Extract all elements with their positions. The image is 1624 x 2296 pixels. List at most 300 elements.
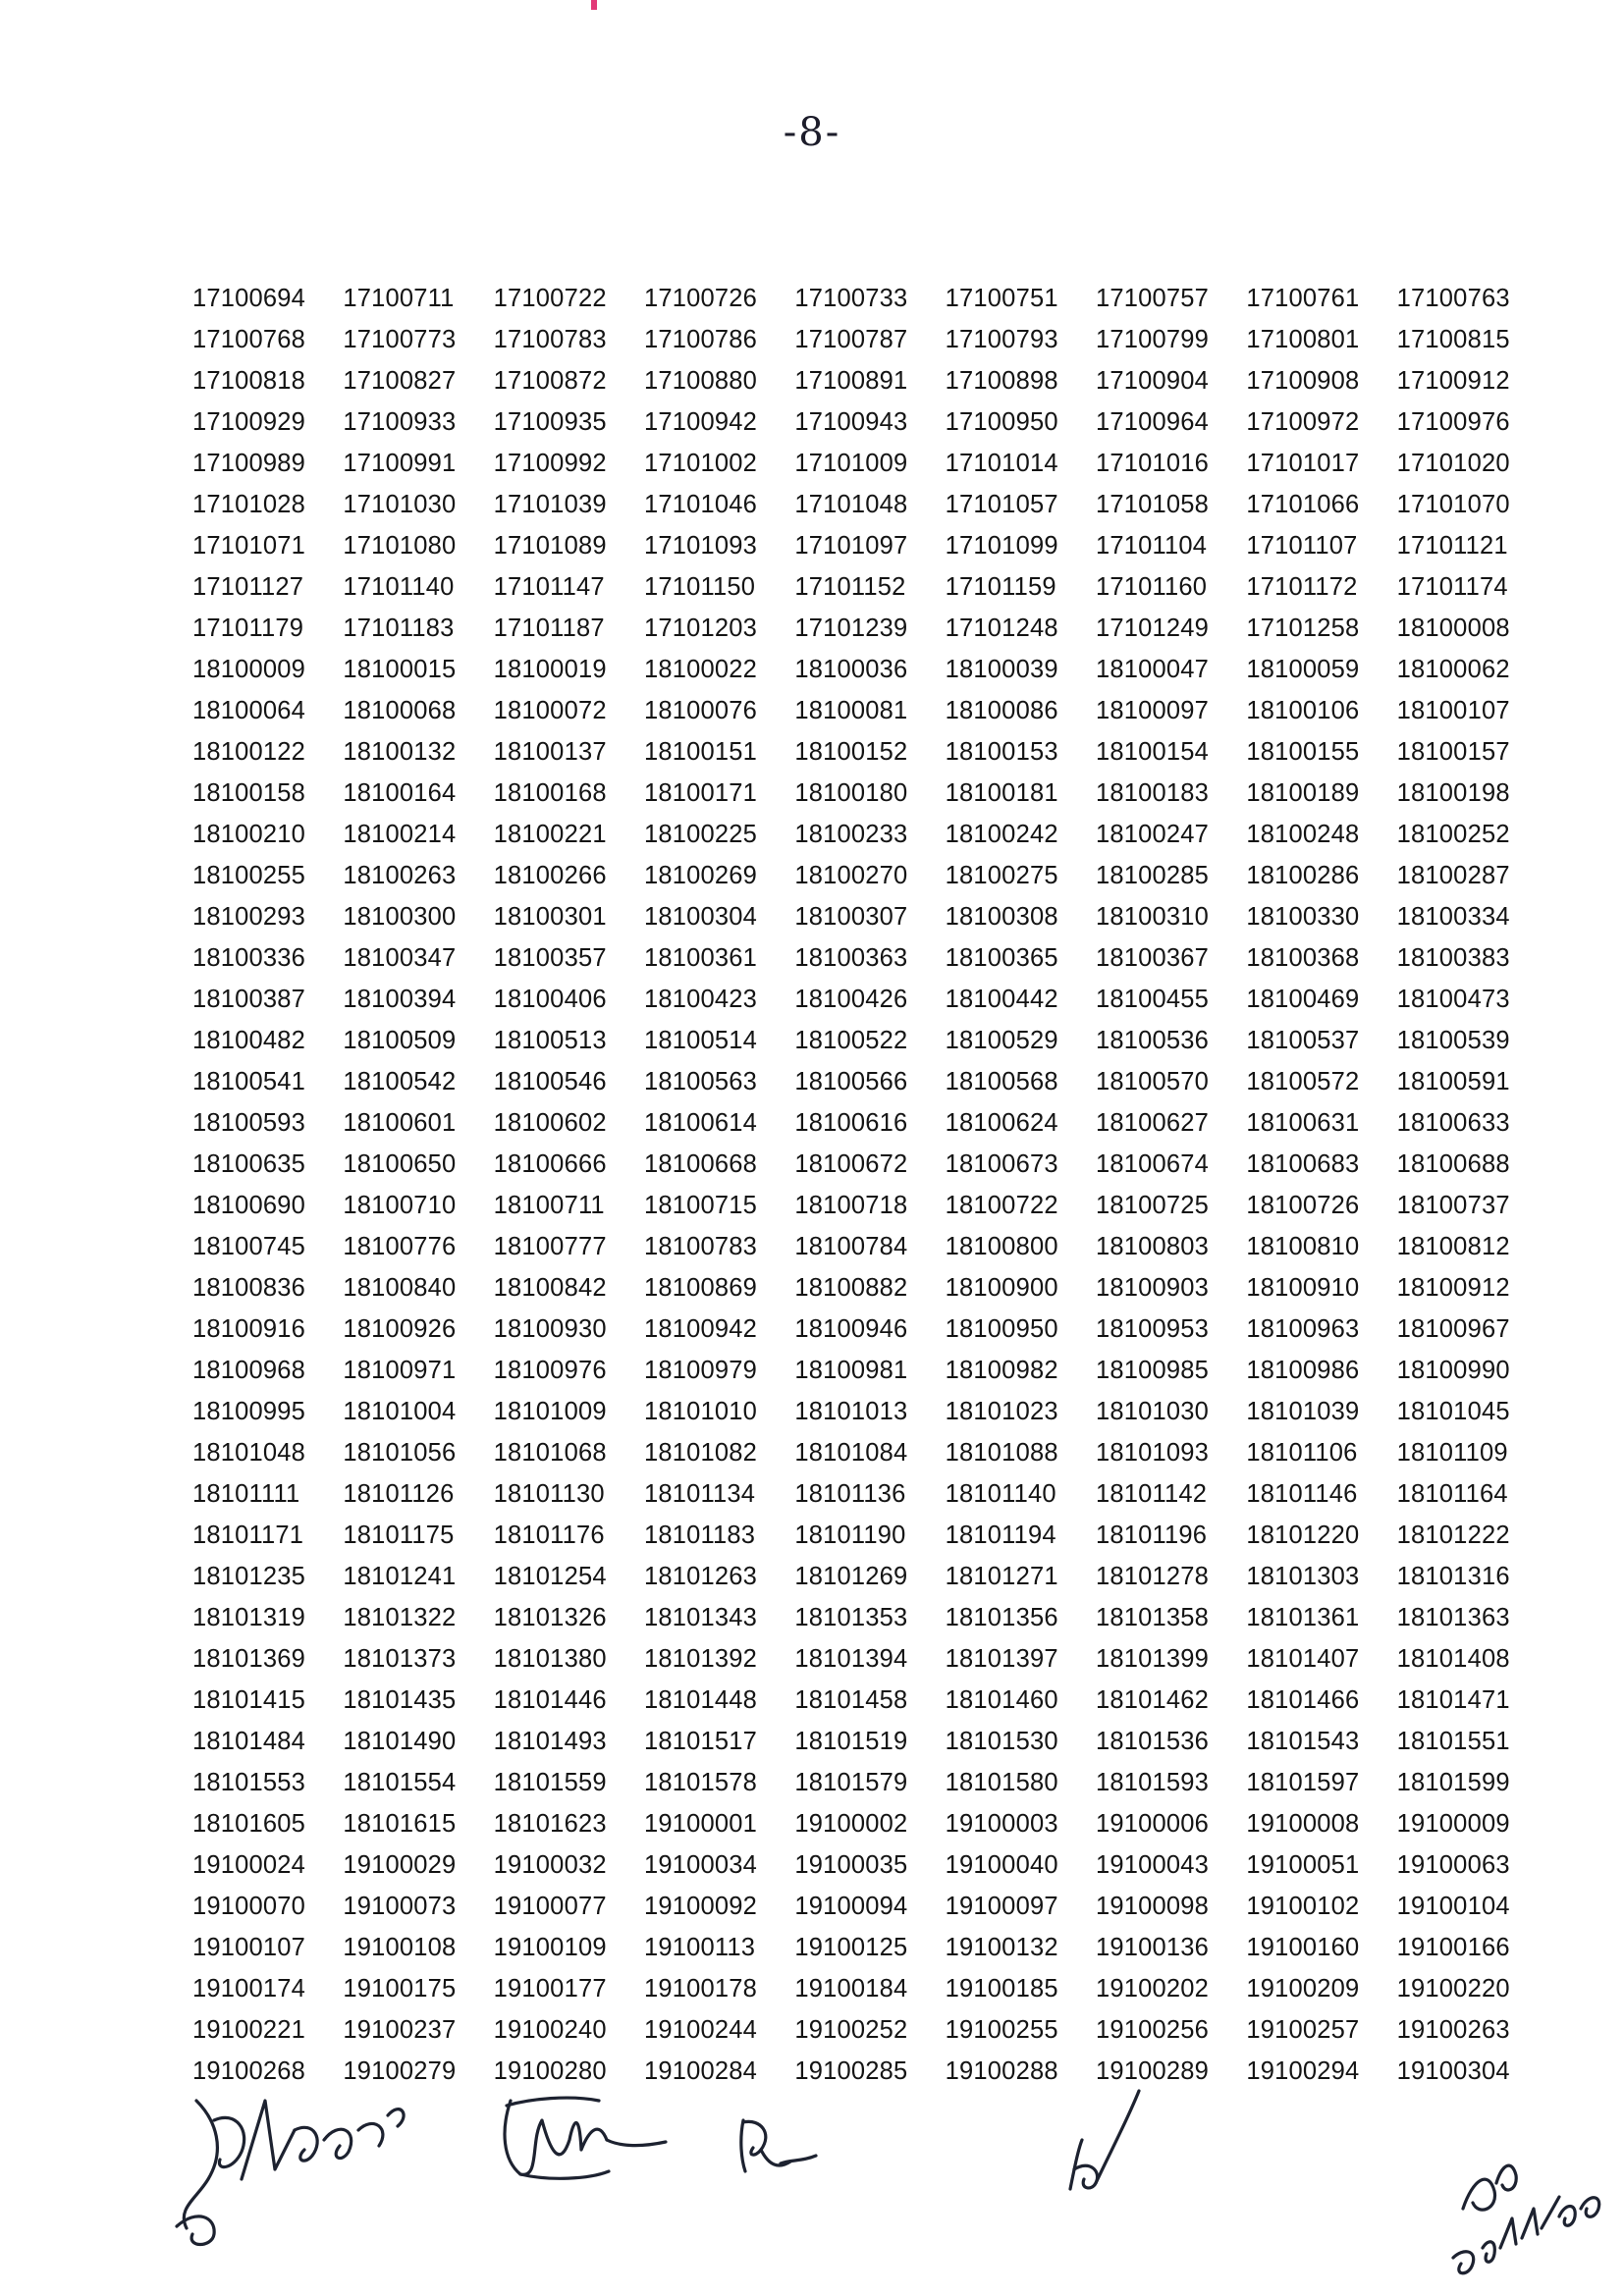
roll-number-cell: 19100268 (192, 2057, 306, 2085)
roll-number-cell: 17100976 (1396, 408, 1510, 436)
roll-number-cell: 18100293 (192, 903, 306, 931)
roll-number-cell: 18101551 (1396, 1728, 1510, 1755)
roll-number-cell: 17100733 (794, 285, 908, 312)
roll-number-cell: 19100094 (794, 1893, 908, 1920)
roll-number-cell: 18100803 (1095, 1233, 1210, 1260)
roll-number-cell: 17101160 (1095, 573, 1208, 601)
roll-number-cell: 18101109 (1396, 1439, 1508, 1467)
roll-number-cell: 18100963 (1246, 1315, 1360, 1343)
roll-number-cell: 18100225 (643, 821, 758, 848)
roll-number-cell: 18101322 (343, 1604, 457, 1631)
signature-2 (491, 2081, 677, 2199)
roll-number-cell: 18100442 (945, 986, 1058, 1013)
roll-number-cell: 18100563 (643, 1068, 758, 1095)
roll-number-cell: 18101326 (493, 1604, 607, 1631)
roll-number-cell: 18100152 (794, 738, 908, 766)
roll-number-cell: 18100363 (794, 944, 908, 972)
page-number: -8- (783, 110, 841, 155)
roll-number-cell: 18100132 (343, 738, 457, 766)
roll-number-cell: 18100976 (493, 1357, 607, 1384)
roll-number-cell: 18100308 (945, 903, 1058, 931)
roll-number-cell: 18100572 (1246, 1068, 1360, 1095)
roll-number-cell: 18100214 (343, 821, 457, 848)
roll-number-cell: 19100209 (1246, 1975, 1360, 2002)
roll-number-cell: 18100942 (643, 1315, 758, 1343)
roll-number-cell: 18101111 (192, 1480, 300, 1508)
roll-number-cell: 19100035 (794, 1851, 908, 1879)
roll-number-cell: 19100002 (794, 1810, 908, 1838)
roll-number-cell: 19100175 (343, 1975, 457, 2002)
roll-number-cell: 18101146 (1246, 1480, 1358, 1508)
roll-number-cell: 17101147 (493, 573, 605, 601)
roll-number-cell: 18100842 (493, 1274, 607, 1302)
roll-number-cell: 17101039 (493, 491, 607, 518)
roll-number-cell: 18100394 (343, 986, 457, 1013)
roll-number-cell: 18100672 (794, 1150, 908, 1178)
roll-number-cell: 17100773 (343, 326, 457, 353)
roll-number-cell: 18100019 (493, 656, 607, 683)
roll-number-cell: 17100694 (192, 285, 306, 312)
roll-number-cell: 18100631 (1246, 1109, 1360, 1137)
roll-number-cell: 18101013 (794, 1398, 908, 1425)
roll-number-cell: 18101530 (945, 1728, 1058, 1755)
roll-number-cell: 18100995 (192, 1398, 306, 1425)
roll-number-cell: 18101343 (643, 1604, 758, 1631)
roll-number-cell: 18100022 (643, 656, 758, 683)
roll-number-cell: 18100711 (493, 1192, 605, 1219)
roll-number-cell: 19100256 (1095, 2016, 1210, 2044)
roll-number-cell: 18100546 (493, 1068, 607, 1095)
roll-number-cell: 18100810 (1246, 1233, 1360, 1260)
roll-number-cell: 17101140 (343, 573, 455, 601)
roll-number-cell: 18100086 (945, 697, 1058, 724)
roll-number-cell: 17101014 (945, 450, 1058, 477)
roll-number-cell: 18101196 (1095, 1522, 1208, 1549)
roll-number-cell: 18100301 (493, 903, 607, 931)
roll-number-cell: 18100591 (1396, 1068, 1510, 1095)
roll-number-cell: 18101399 (1095, 1645, 1210, 1673)
roll-number-cell: 18100668 (643, 1150, 758, 1178)
roll-number-cell: 18101082 (643, 1439, 758, 1467)
roll-number-cell: 19100097 (945, 1893, 1058, 1920)
roll-number-cell: 18100426 (794, 986, 908, 1013)
roll-number-cell: 18101353 (794, 1604, 908, 1631)
roll-number-cell: 19100034 (643, 1851, 758, 1879)
roll-number-cell: 17100989 (192, 450, 306, 477)
roll-number-cell: 19100220 (1396, 1975, 1510, 2002)
roll-number-cell: 17100786 (643, 326, 758, 353)
roll-number-cell: 17100757 (1095, 285, 1210, 312)
roll-number-cell: 18100252 (1396, 821, 1510, 848)
roll-number-cell: 18100725 (1095, 1192, 1210, 1219)
roll-number-cell: 17101099 (945, 532, 1058, 560)
roll-number-cell: 17101048 (794, 491, 908, 518)
roll-number-cell: 19100136 (1095, 1934, 1210, 1961)
roll-number-cell: 18101623 (493, 1810, 607, 1838)
roll-number-cell: 19100202 (1095, 1975, 1210, 2002)
roll-number-cell: 18100513 (493, 1027, 607, 1054)
roll-number-cell: 17100898 (945, 367, 1058, 395)
roll-number-cell: 18101407 (1246, 1645, 1360, 1673)
roll-number-cell: 18100666 (493, 1150, 607, 1178)
roll-number-cell: 18101460 (945, 1686, 1058, 1714)
roll-number-cell: 18100210 (192, 821, 306, 848)
roll-number-cell: 18100330 (1246, 903, 1360, 931)
roll-number-cell: 18100154 (1095, 738, 1210, 766)
roll-number-cell: 19100252 (794, 2016, 908, 2044)
roll-number-cell: 18100263 (343, 862, 457, 889)
roll-number-cell: 17101183 (343, 614, 455, 642)
signature-area (0, 2061, 1624, 2296)
roll-number-cell: 18101269 (794, 1563, 908, 1590)
roll-number-cell: 18100916 (192, 1315, 306, 1343)
roll-number-cell: 18100840 (343, 1274, 457, 1302)
roll-number-cell: 18100368 (1246, 944, 1360, 972)
roll-number-cell: 18100097 (1095, 697, 1210, 724)
roll-number-cell: 17100880 (643, 367, 758, 395)
roll-number-cell: 18101056 (343, 1439, 457, 1467)
roll-number-cell: 18100270 (794, 862, 908, 889)
roll-number-cell: 18100509 (343, 1027, 457, 1054)
roll-number-cell: 18100710 (343, 1192, 457, 1219)
roll-number-cell: 18100285 (1095, 862, 1210, 889)
roll-number-cell: 18101093 (1095, 1439, 1210, 1467)
roll-number-cell: 18100542 (343, 1068, 457, 1095)
roll-number-cell: 18100347 (343, 944, 457, 972)
roll-number-cell: 18100047 (1095, 656, 1210, 683)
roll-number-cell: 19100009 (1396, 1810, 1510, 1838)
roll-number-cell: 18100334 (1396, 903, 1510, 931)
roll-number-cell: 18101142 (1095, 1480, 1208, 1508)
roll-number-cell: 18100968 (192, 1357, 306, 1384)
roll-number-cell: 18101358 (1095, 1604, 1210, 1631)
roll-number-cell: 18100946 (794, 1315, 908, 1343)
roll-number-cell: 18100423 (643, 986, 758, 1013)
roll-number-cell: 19100001 (643, 1810, 758, 1838)
roll-number-cell: 18100076 (643, 697, 758, 724)
roll-number-cell: 17101093 (643, 532, 758, 560)
roll-number-cell: 18100985 (1095, 1357, 1210, 1384)
roll-number-cell: 19100240 (493, 2016, 607, 2044)
roll-number-cell: 17101121 (1396, 532, 1508, 560)
roll-number-cell: 18100950 (945, 1315, 1058, 1343)
roll-number-cell: 18100164 (343, 779, 457, 807)
roll-number-cell: 17100711 (343, 285, 455, 312)
roll-number-cell: 18101004 (343, 1398, 457, 1425)
roll-number-cell: 19100070 (192, 1893, 306, 1920)
roll-number-cell: 18100081 (794, 697, 908, 724)
roll-number-cell: 18101519 (794, 1728, 908, 1755)
roll-number-cell: 19100043 (1095, 1851, 1210, 1879)
roll-number-cell: 18100181 (945, 779, 1058, 807)
roll-number-cell: 18100979 (643, 1357, 758, 1384)
roll-number-cell: 19100102 (1246, 1893, 1360, 1920)
signature-3 (722, 2091, 830, 2199)
roll-number-cell: 17101020 (1396, 450, 1510, 477)
roll-number-cell: 18100062 (1396, 656, 1510, 683)
roll-number-cell: 18100336 (192, 944, 306, 972)
roll-number-cell: 17100942 (643, 408, 758, 436)
roll-number-cell: 19100063 (1396, 1851, 1510, 1879)
roll-number-cell: 18101088 (945, 1439, 1058, 1467)
roll-number-cell: 18101490 (343, 1728, 457, 1755)
roll-number-cell: 18100690 (192, 1192, 306, 1219)
roll-number-cell: 18100473 (1396, 986, 1510, 1013)
roll-number-cell: 17101071 (192, 532, 306, 560)
roll-number-cell: 18100242 (945, 821, 1058, 848)
roll-number-cell: 18100926 (343, 1315, 457, 1343)
roll-number-cell: 18100602 (493, 1109, 607, 1137)
roll-number-cell: 18100627 (1095, 1109, 1210, 1137)
roll-number-cell: 18100300 (343, 903, 457, 931)
roll-number-cell: 17100904 (1095, 367, 1210, 395)
roll-number-cell: 19100221 (192, 2016, 306, 2044)
roll-number-cell: 18101316 (1396, 1563, 1510, 1590)
roll-number-cell: 18100982 (945, 1357, 1058, 1384)
roll-number-cell: 18100745 (192, 1233, 306, 1260)
roll-number-cell: 18101484 (192, 1728, 306, 1755)
roll-number-cell: 18101303 (1246, 1563, 1360, 1590)
roll-number-cell: 17101203 (643, 614, 758, 642)
roll-number-cell: 18101134 (643, 1480, 756, 1508)
roll-number-cell: 18101220 (1246, 1522, 1360, 1549)
roll-number-cell: 17100872 (493, 367, 607, 395)
roll-number-cell: 18101183 (643, 1522, 756, 1549)
roll-number-cell: 18100107 (1396, 697, 1510, 724)
roll-number-cell: 17100726 (643, 285, 758, 312)
roll-number-cell: 17101058 (1095, 491, 1210, 518)
roll-number-cell: 18100930 (493, 1315, 607, 1343)
roll-number-cell: 18100967 (1396, 1315, 1510, 1343)
roll-number-cell: 18101471 (1396, 1686, 1510, 1714)
roll-number-table (177, 278, 1532, 2092)
roll-number-cell: 18100357 (493, 944, 607, 972)
roll-number-cell: 18100635 (192, 1150, 306, 1178)
roll-number-cell: 18101045 (1396, 1398, 1510, 1425)
roll-number-cell: 18100776 (343, 1233, 457, 1260)
roll-number-cell: 18100539 (1396, 1027, 1510, 1054)
roll-number-cell: 18100157 (1396, 738, 1510, 766)
roll-number-cell: 17101016 (1095, 450, 1210, 477)
roll-number-cell: 18100158 (192, 779, 306, 807)
roll-number-cell: 17101046 (643, 491, 758, 518)
roll-number-cell: 18100722 (945, 1192, 1058, 1219)
roll-number-cell: 18100570 (1095, 1068, 1210, 1095)
roll-number-cell: 17100799 (1095, 326, 1210, 353)
roll-number-cell: 17101179 (192, 614, 304, 642)
roll-number-cell: 18101408 (1396, 1645, 1510, 1673)
roll-number-cell: 18100122 (192, 738, 306, 766)
roll-number-cell: 18101010 (643, 1398, 758, 1425)
roll-number-cell: 18100009 (192, 656, 306, 683)
roll-number-cell: 18100616 (794, 1109, 908, 1137)
roll-number-cell: 19100051 (1246, 1851, 1360, 1879)
roll-number-cell: 19100008 (1246, 1810, 1360, 1838)
roll-number-cell: 18100482 (192, 1027, 306, 1054)
roll-number-cell: 18100650 (343, 1150, 457, 1178)
roll-number-cell: 19100098 (1095, 1893, 1210, 1920)
roll-number-cell: 18100673 (945, 1150, 1058, 1178)
roll-number-cell: 19100289 (1095, 2057, 1210, 2085)
roll-number-cell: 18100715 (643, 1192, 758, 1219)
roll-number-cell: 18101543 (1246, 1728, 1360, 1755)
roll-number-cell: 18100683 (1246, 1150, 1360, 1178)
roll-number-cell: 18100406 (493, 986, 607, 1013)
roll-number-cell: 18100836 (192, 1274, 306, 1302)
roll-number-cell: 18101319 (192, 1604, 306, 1631)
roll-number-cell: 19100073 (343, 1893, 457, 1920)
roll-number-cell: 17101249 (1095, 614, 1210, 642)
roll-number-cell: 18100247 (1095, 821, 1210, 848)
roll-number-cell: 17100964 (1095, 408, 1210, 436)
roll-number-cell: 18101009 (493, 1398, 607, 1425)
roll-number-cell: 19100257 (1246, 2016, 1360, 2044)
roll-number-cell: 17101107 (1246, 532, 1358, 560)
roll-number-cell: 18100737 (1396, 1192, 1510, 1219)
roll-number-cell: 17100783 (493, 326, 607, 353)
roll-number-cell: 18100248 (1246, 821, 1360, 848)
roll-number-cell: 19100184 (794, 1975, 908, 2002)
roll-number-cell: 17101030 (343, 491, 457, 518)
roll-number-cell: 19100113 (643, 1934, 756, 1961)
roll-number-cell: 18101194 (945, 1522, 1056, 1549)
roll-number-cell: 18101048 (192, 1439, 306, 1467)
roll-number-cell: 17100972 (1246, 408, 1360, 436)
roll-number-cell: 18100221 (493, 821, 607, 848)
roll-number-cell: 17100763 (1396, 285, 1510, 312)
roll-number-cell: 19100132 (945, 1934, 1058, 1961)
roll-number-cell: 17101248 (945, 614, 1058, 642)
roll-number-cell: 18100882 (794, 1274, 908, 1302)
roll-number-cell: 18101140 (945, 1480, 1056, 1508)
roll-number-cell: 18100529 (945, 1027, 1058, 1054)
roll-number-cell: 18100812 (1396, 1233, 1510, 1260)
roll-number-cell: 19100178 (643, 1975, 758, 2002)
roll-number-cell: 18100601 (343, 1109, 457, 1137)
roll-number-cell: 19100040 (945, 1851, 1058, 1879)
roll-number-cell: 18100869 (643, 1274, 758, 1302)
roll-number-cell: 18101068 (493, 1439, 607, 1467)
roll-number-cell: 19100280 (493, 2057, 607, 2085)
roll-number-cell: 18100800 (945, 1233, 1058, 1260)
roll-number-cell: 18100903 (1095, 1274, 1210, 1302)
roll-number-cell: 18101361 (1246, 1604, 1360, 1631)
roll-number-cell: 18100255 (192, 862, 306, 889)
roll-number-cell: 19100092 (643, 1893, 758, 1920)
roll-number-cell: 19100237 (343, 2016, 457, 2044)
roll-number-cell: 18100387 (192, 986, 306, 1013)
roll-number-cell: 18100198 (1396, 779, 1510, 807)
roll-number-cell: 18101235 (192, 1563, 306, 1590)
roll-number-cell: 18101380 (493, 1645, 607, 1673)
roll-number-cell: 18100036 (794, 656, 908, 683)
roll-number-cell: 18101597 (1246, 1769, 1360, 1796)
roll-number-cell: 18101615 (343, 1810, 457, 1838)
roll-number-cell: 18101039 (1246, 1398, 1360, 1425)
roll-number-cell: 18100912 (1396, 1274, 1510, 1302)
roll-number-cell: 18101126 (343, 1480, 455, 1508)
signature-4 (1041, 2081, 1149, 2218)
roll-number-cell: 19100032 (493, 1851, 607, 1879)
roll-number-cell: 18101397 (945, 1645, 1058, 1673)
roll-number-cell: 19100006 (1095, 1810, 1210, 1838)
roll-number-cell: 17101080 (343, 532, 457, 560)
roll-number-cell: 18100541 (192, 1068, 306, 1095)
roll-number-cell: 18100286 (1246, 862, 1360, 889)
roll-number-cell: 19100166 (1396, 1934, 1510, 1961)
roll-number-cell: 17101057 (945, 491, 1058, 518)
roll-number-cell: 18101254 (493, 1563, 607, 1590)
roll-number-cell: 18101448 (643, 1686, 758, 1714)
roll-number-cell: 17101070 (1396, 491, 1510, 518)
roll-number-cell: 17100761 (1246, 285, 1360, 312)
roll-number-cell: 17101239 (794, 614, 908, 642)
roll-number-cell: 17100818 (192, 367, 306, 395)
ink-mark (591, 0, 597, 10)
roll-number-cell: 18101278 (1095, 1563, 1210, 1590)
roll-number-cell: 18100233 (794, 821, 908, 848)
roll-number-cell: 18101605 (192, 1810, 306, 1838)
roll-number-cell: 18100614 (643, 1109, 758, 1137)
roll-number-cell: 18101394 (794, 1645, 908, 1673)
roll-number-cell: 18100183 (1095, 779, 1210, 807)
roll-number-cell: 18100367 (1095, 944, 1210, 972)
roll-number-cell: 19100125 (794, 1934, 908, 1961)
roll-number-cell: 18100307 (794, 903, 908, 931)
roll-number-cell: 17100991 (343, 450, 457, 477)
roll-number-cell: 19100177 (493, 1975, 607, 2002)
roll-number-cell: 18100266 (493, 862, 607, 889)
roll-number-cell: 19100024 (192, 1851, 306, 1879)
roll-number-cell: 18101136 (794, 1480, 906, 1508)
roll-number-cell: 18101559 (493, 1769, 607, 1796)
roll-number-cell: 18100310 (1095, 903, 1210, 931)
roll-number-cell: 18100039 (945, 656, 1058, 683)
roll-number-cell: 18100783 (643, 1233, 758, 1260)
roll-number-cell: 17100751 (945, 285, 1058, 312)
roll-number-cell: 19100160 (1246, 1934, 1360, 1961)
roll-number-cell: 18101553 (192, 1769, 306, 1796)
roll-number-cell: 17100815 (1396, 326, 1510, 353)
roll-number-cell: 17101028 (192, 491, 306, 518)
roll-number-cell: 18100068 (343, 697, 457, 724)
roll-number-cell: 17100793 (945, 326, 1058, 353)
roll-number-cell: 18101517 (643, 1728, 758, 1755)
roll-number-cell: 18100674 (1095, 1150, 1210, 1178)
roll-number-cell: 18100910 (1246, 1274, 1360, 1302)
roll-number-cell: 18100777 (493, 1233, 607, 1260)
roll-number-cell: 18100153 (945, 738, 1058, 766)
roll-number-cell: 18100383 (1396, 944, 1510, 972)
roll-number-cell: 17100908 (1246, 367, 1360, 395)
roll-number-cell: 18101190 (794, 1522, 906, 1549)
roll-number-cell: 19100108 (343, 1934, 457, 1961)
roll-number-cell: 18101106 (1246, 1439, 1358, 1467)
roll-number-cell: 18101373 (343, 1645, 457, 1673)
roll-number-cell: 19100174 (192, 1975, 306, 2002)
roll-number-cell: 18101536 (1095, 1728, 1210, 1755)
roll-number-cell: 18100522 (794, 1027, 908, 1054)
roll-number-cell: 17100933 (343, 408, 457, 436)
roll-number-cell: 18100155 (1246, 738, 1360, 766)
roll-number-cell: 18101171 (192, 1522, 304, 1549)
roll-number-cell: 18101130 (493, 1480, 605, 1508)
roll-number-cell: 18100064 (192, 697, 306, 724)
roll-number-cell: 17100935 (493, 408, 607, 436)
roll-number-cell: 18100784 (794, 1233, 908, 1260)
roll-number-cell: 17101002 (643, 450, 758, 477)
roll-number-cell: 18100986 (1246, 1357, 1360, 1384)
